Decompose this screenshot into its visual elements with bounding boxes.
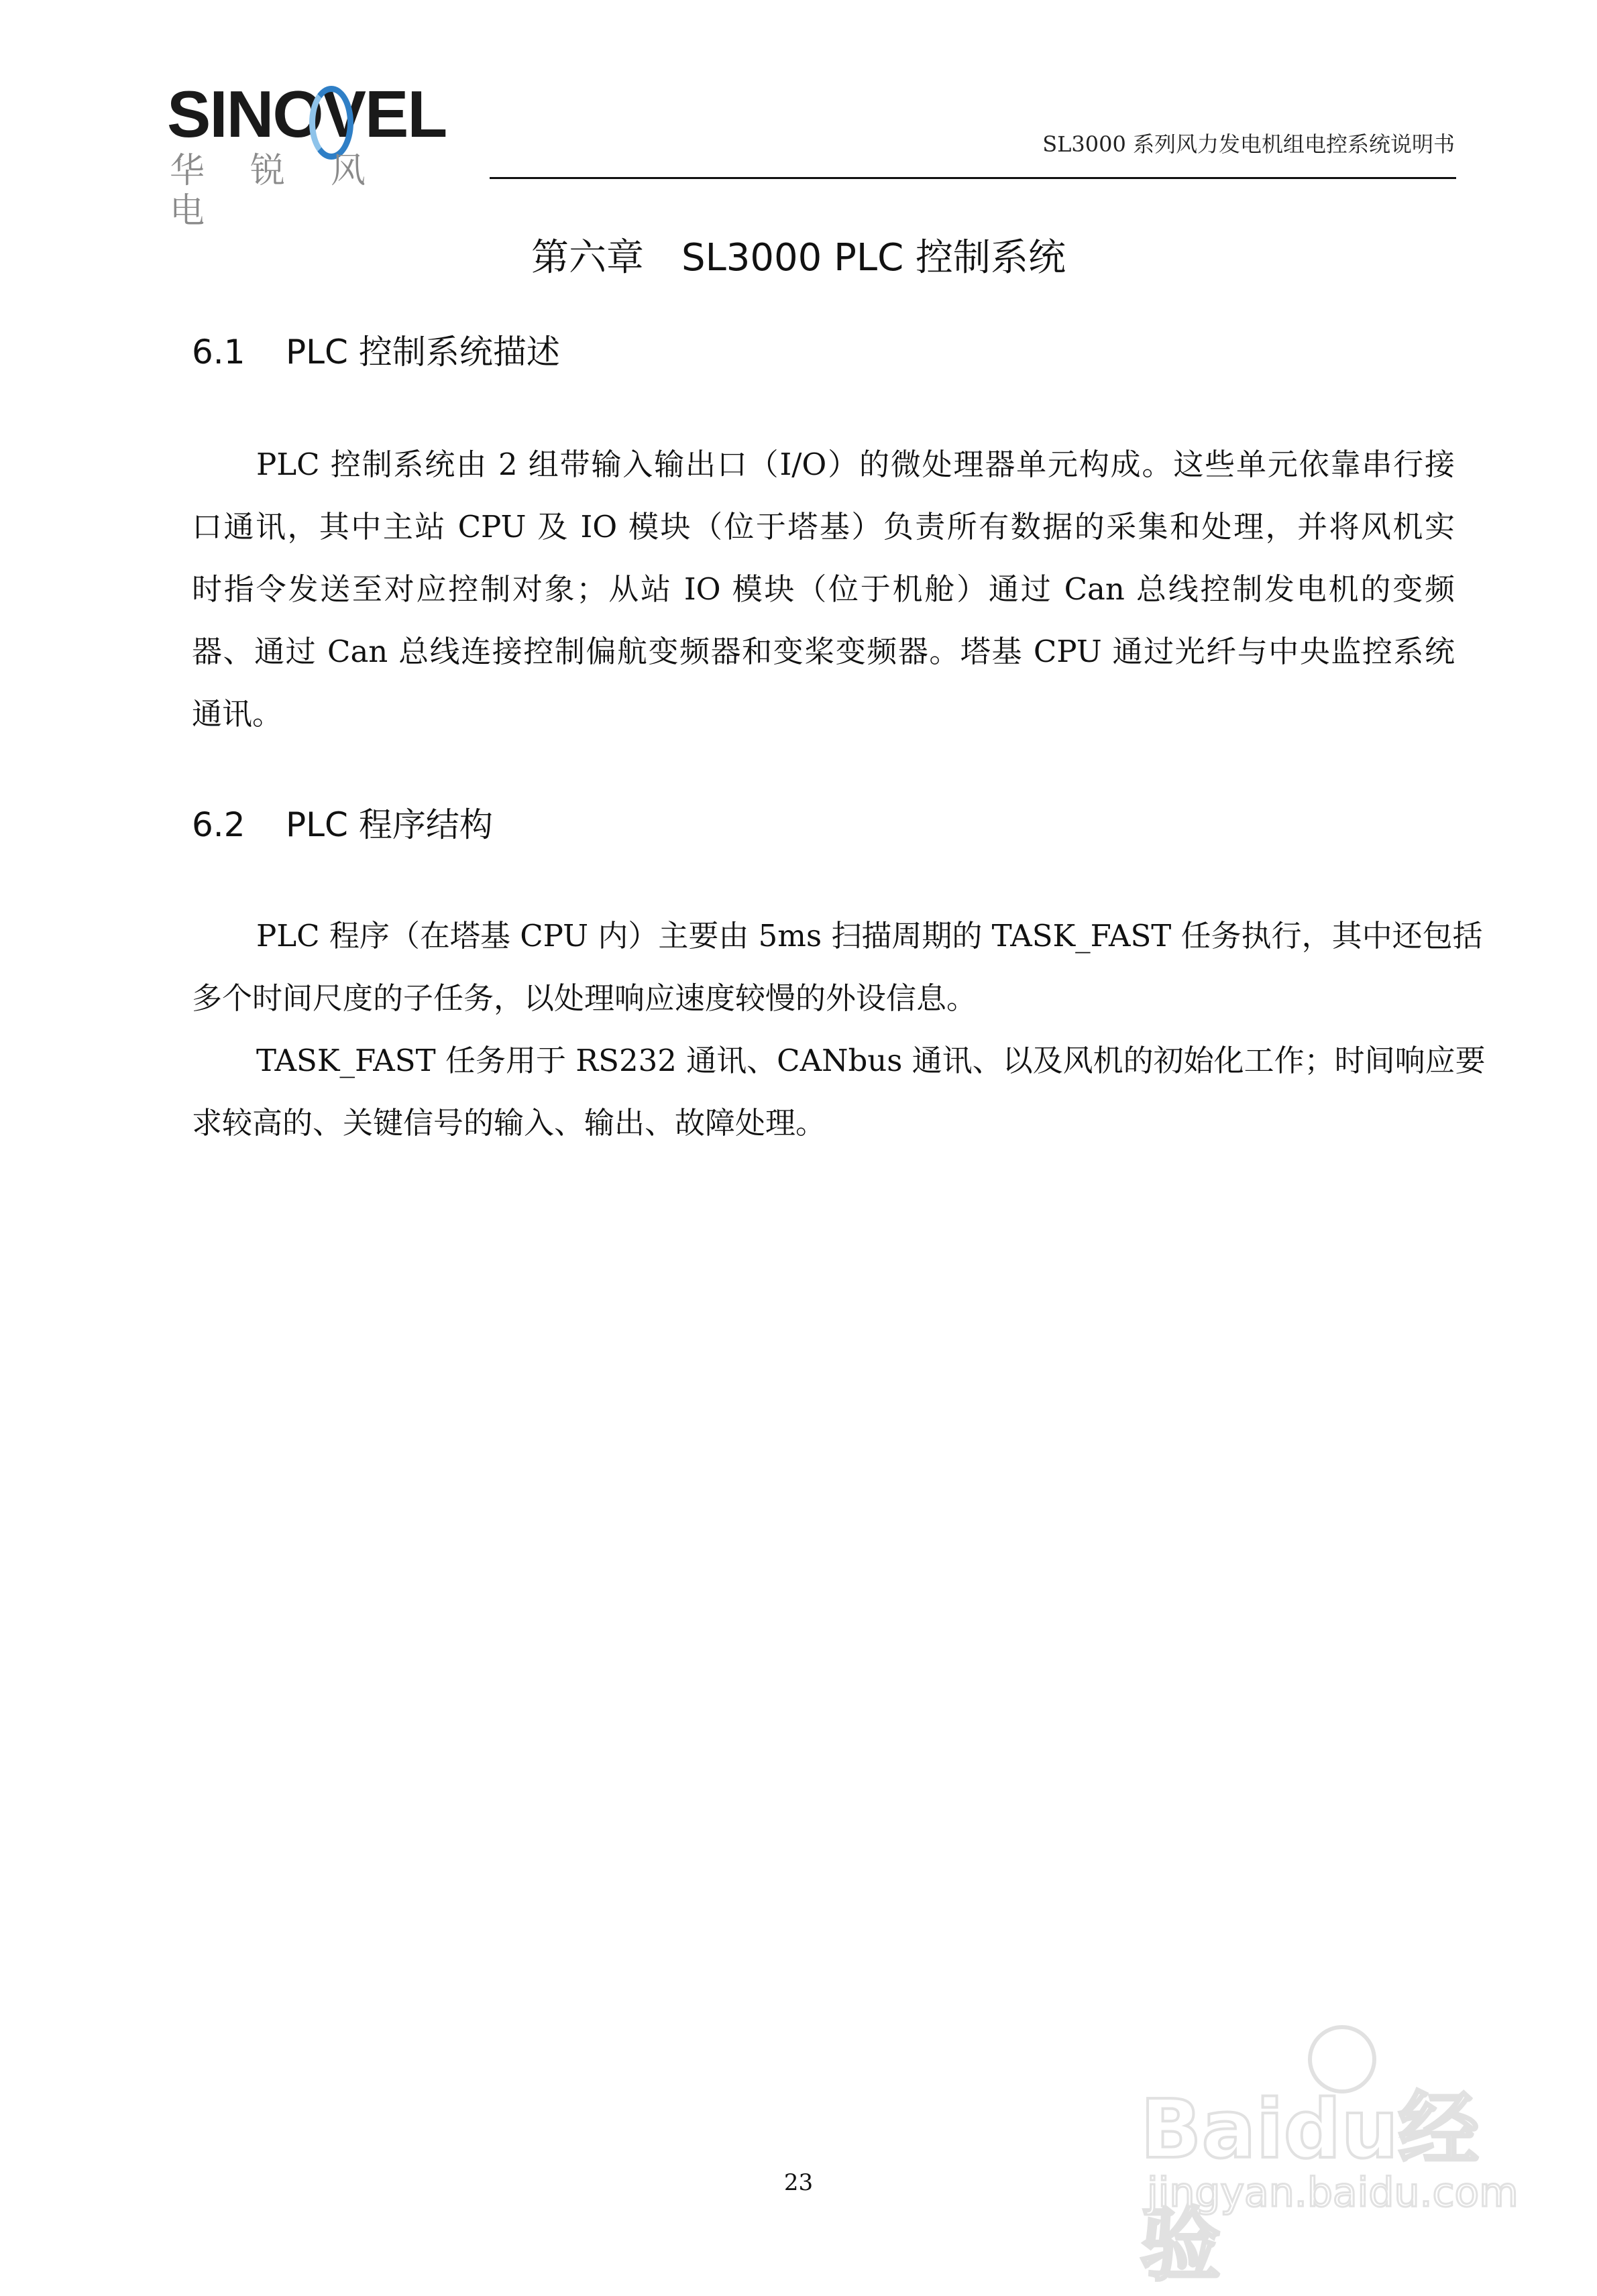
section-heading-6-2 [192,798,493,846]
sinovel-logo [167,77,489,231]
section-number: 6.2 [192,805,245,844]
text-line: 时指令发送至对应控制对象；从站 IO 模块（位于机舱）通过 Can 总线控制发电机的变频 [192,571,1455,607]
text-line: 多个时间尺度的子任务，以处理响应速度较慢的外设信息。 [192,980,977,1016]
text-line: PLC 程序（在塔基 CPU 内）主要由 5ms 扫描周期的 TASK_FAST 任务执行，其中还包括 [256,918,1483,954]
text-line: PLC 控制系统由 2 组带输入输出口（I/O）的微处理器单元构成。这些单元依靠串行接 [256,447,1455,482]
paragraph-6-2 [192,905,1486,1154]
text-line: TASK_FAST 任务用于 RS232 通讯、CANbus 通讯、以及风机的初始化工作；时间响应要 [256,1043,1486,1078]
page-number: 23 [783,2169,814,2196]
logo-ring-icon [309,86,353,160]
section-heading-6-1 [192,325,560,374]
text-line: 器、通过 Can 总线连接控制偏航变频器和变桨变频器。塔基 CPU 通过光纤与中央监控系统 [192,634,1455,669]
logo-text-en: SINOVEL [167,77,447,151]
paragraph-6-1 [192,433,1455,745]
text-line: 求较高的、关键信号的输入、输出、故障处理。 [192,1105,826,1141]
text-line: 通讯。 [192,696,283,732]
header-divider [490,177,1456,179]
section-title: PLC 程序结构 [286,805,493,844]
logo-text-cn: 华锐风电 [170,151,412,231]
section-title: PLC 控制系统描述 [286,333,560,371]
text-line: 口通讯，其中主站 CPU 及 IO 模块（位于塔基）负责所有数据的采集和处理，并将风机实 [192,509,1455,544]
chapter-title: 第六章 SL3000 PLC 控制系统 [531,236,1066,280]
watermark-logo: Baidu经验 [1140,2083,1479,2292]
document-header-title: SL3000 系列风力发电机组电控系统说明书 [1042,131,1455,157]
baidu-watermark [1140,2025,1519,2292]
watermark-url: jingyan.baidu.com [1147,2169,1519,2216]
section-number: 6.1 [192,333,245,371]
